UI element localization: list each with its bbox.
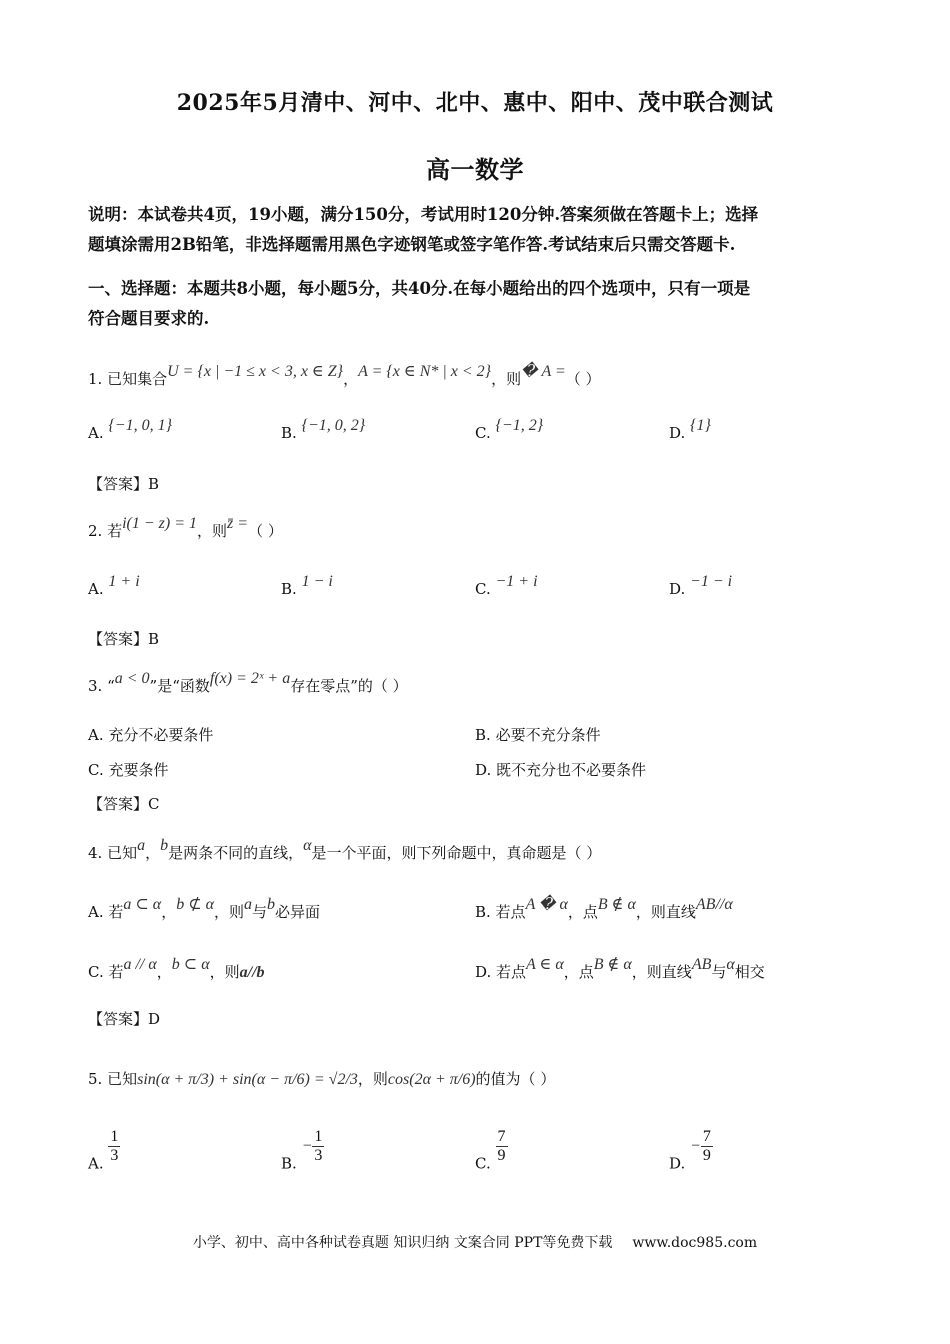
question-1-prefix: 1. 已知集合 [88, 370, 168, 388]
question-5-prefix: 5. 已知 [88, 1070, 138, 1088]
option-value: 必要不充分条件 [495, 726, 601, 744]
option-label: A. [88, 424, 104, 442]
option-text: 相交 [734, 963, 765, 981]
question-1-option-b[interactable] [281, 417, 366, 443]
option-label: B. [475, 726, 491, 744]
option-value: 充要条件 [108, 761, 169, 779]
exam-title: 2025年5月清中、河中、北中、惠中、阳中、茂中联合测试 [176, 90, 774, 116]
option-sign: − [301, 1137, 313, 1155]
question-3-prefix: 3. “ [88, 677, 115, 695]
question-3-option-a[interactable] [88, 724, 213, 745]
option-label: B. 若点 [475, 903, 526, 921]
question-4-sep: ， [145, 844, 161, 862]
section-1-line-2: 符合题目要求的. [88, 309, 210, 328]
fraction-denominator: 3 [314, 1147, 323, 1164]
question-4-line-b: b [160, 837, 169, 854]
option-text: ，点 [563, 963, 594, 981]
option-label: C. [88, 761, 104, 779]
option-text: ，点 [567, 903, 598, 921]
question-2 [88, 515, 283, 541]
question-3-mid: ”是“函数 [149, 677, 210, 695]
option-value: 充分不必要条件 [108, 726, 214, 744]
option-math: a//b [239, 964, 265, 981]
option-label: D. [669, 1154, 686, 1173]
fraction-numerator: 1 [110, 1128, 119, 1145]
question-4-option-c[interactable] [88, 956, 265, 982]
option-text: ，则直线 [631, 963, 692, 981]
question-3-condition: a < 0 [114, 670, 150, 687]
option-text: 与 [711, 963, 727, 981]
question-2-suffix: ，则 [197, 522, 228, 540]
option-label: B. [281, 580, 297, 598]
question-5-expression: cos(2α + π/6) [387, 1071, 476, 1088]
option-value: {−1, 2} [495, 417, 544, 434]
question-2-answer: 【答案】B [88, 630, 160, 648]
option-text: ，则 [214, 903, 245, 921]
question-2-prefix: 2. 若 [88, 522, 123, 540]
page-footer [0, 1232, 950, 1252]
option-text: ，则直线 [635, 903, 696, 921]
question-5-equation: sin(α + π/3) + sin(α − π/6) = √2/3 [137, 1071, 358, 1088]
question-4-suffix: 是一个平面，则下列命题中，真命题是（ ） [311, 844, 602, 862]
option-math: b ⊄ α [176, 896, 215, 913]
question-1-sep: ， [343, 370, 359, 388]
fraction-numerator: 1 [314, 1128, 323, 1145]
option-label: C. 若 [88, 963, 124, 981]
option-math: B ∉ α [593, 956, 632, 973]
option-text: 必异面 [275, 903, 321, 921]
question-3-function: f(x) = 2ˣ + a [209, 670, 291, 687]
section-1-heading [88, 274, 868, 334]
option-math: AB [691, 956, 712, 973]
option-text: ， [156, 963, 172, 981]
question-5-option-a[interactable] [88, 1128, 120, 1173]
option-label: C. [475, 1154, 491, 1173]
instructions-line-2: 题填涂需用2B铅笔，非选择题需用黑色字迹钢笔或签字笔作答.考试结束后只需交答题卡. [88, 235, 736, 254]
question-4-answer: 【答案】D [88, 1010, 161, 1028]
fraction-denominator: 9 [497, 1147, 506, 1164]
question-1 [88, 363, 601, 389]
fraction-numerator: 7 [497, 1128, 506, 1145]
question-1-option-a[interactable] [88, 417, 172, 443]
option-math: A � α [525, 896, 568, 913]
question-4-mid: 是两条不同的直线， [168, 844, 304, 862]
question-1-paren: （ ） [565, 370, 601, 388]
question-2-paren: （ ） [248, 522, 283, 540]
option-label: C. [475, 424, 491, 442]
option-label: A. [88, 726, 104, 744]
question-1-set-u: U = {x | −1 ≤ x < 3, x ∈ Z} [167, 363, 344, 380]
option-value: −1 + i [495, 573, 538, 590]
option-value: 既不充分也不必要条件 [496, 761, 647, 779]
question-5-suffix: 的值为（ ） [475, 1070, 556, 1088]
question-2-option-c[interactable] [475, 573, 538, 599]
question-5-option-b[interactable] [281, 1128, 324, 1173]
question-5 [88, 1068, 555, 1089]
option-value: 1 + i [108, 573, 140, 590]
option-math: a ⊂ α [123, 896, 162, 913]
option-math: α [726, 956, 735, 973]
option-label: D. 若点 [475, 963, 527, 981]
option-text: ，则 [209, 963, 240, 981]
question-4-line-a: a [137, 837, 146, 854]
question-4-option-d[interactable] [475, 956, 765, 982]
option-fraction [108, 1128, 120, 1165]
question-2-option-a[interactable] [88, 573, 140, 599]
option-math: b [267, 896, 276, 913]
option-label: A. [88, 1154, 104, 1173]
option-label: C. [475, 580, 491, 598]
question-3-option-b[interactable] [475, 724, 601, 745]
fraction-denominator: 3 [110, 1147, 119, 1164]
option-fraction [312, 1128, 324, 1165]
footer-text: 小学、初中、高中各种试卷真题 知识归纳 文案合同 PPT等免费下载 [192, 1235, 613, 1251]
question-4-option-a[interactable] [88, 896, 321, 922]
question-1-complement: � A = [521, 363, 566, 380]
question-3-answer: 【答案】C [88, 795, 160, 813]
option-sign: − [690, 1137, 701, 1155]
option-math: a // α [123, 956, 157, 973]
question-4 [88, 837, 602, 863]
option-label: A. 若 [88, 903, 124, 921]
section-1-line-1: 一、选择题：本题共8小题，每小题5分，共40分.在每小题给出的四个选项中，只有一项是 [88, 279, 751, 298]
option-math: B ∉ α [597, 896, 636, 913]
question-3-option-d[interactable] [475, 759, 646, 780]
question-3-suffix: 存在零点”的（ ） [290, 677, 408, 695]
question-2-equation: i(1 − z) = 1 [122, 515, 198, 532]
instructions-line-1: 说明：本试卷共4页，19小题，满分150分，考试用时120分钟.答案须做在答题卡上；选择 [88, 205, 759, 224]
question-1-option-d[interactable] [669, 417, 711, 443]
option-text: 与 [252, 903, 268, 921]
question-2-conjugate: z̄ = [227, 515, 249, 532]
option-math: b ⊂ α [171, 956, 210, 973]
instructions [88, 200, 868, 260]
option-math: a [244, 896, 253, 913]
question-5-mid: ，则 [357, 1070, 388, 1088]
option-label: A. [88, 580, 104, 598]
question-5-option-d[interactable] [669, 1128, 713, 1173]
option-fraction [496, 1128, 508, 1165]
question-1-answer: 【答案】B [88, 475, 160, 493]
question-5-option-c[interactable] [475, 1128, 508, 1173]
footer-website-link[interactable]: www.doc985.com [632, 1235, 758, 1251]
question-4-plane: α [303, 837, 312, 854]
question-1-suffix: ，则 [491, 370, 522, 388]
option-value: 1 − i [301, 573, 333, 590]
option-value: {−1, 0, 2} [301, 417, 366, 434]
question-2-option-d[interactable] [669, 573, 733, 599]
option-label: D. [669, 424, 686, 442]
question-4-option-b[interactable] [475, 896, 733, 922]
option-math: A ∈ α [526, 956, 564, 973]
option-math: AB//α [695, 896, 733, 913]
question-1-set-a: A = {x ∈ N* | x < 2} [358, 363, 492, 380]
fraction-numerator: 7 [702, 1128, 711, 1145]
question-2-option-b[interactable] [281, 573, 333, 599]
question-1-option-c[interactable] [475, 417, 544, 443]
option-value: −1 − i [690, 573, 733, 590]
option-fraction [701, 1128, 713, 1165]
option-label: B. [281, 424, 297, 442]
option-label: D. [475, 761, 492, 779]
option-value: {1} [690, 417, 711, 434]
option-label: D. [669, 580, 686, 598]
option-text: ， [161, 903, 177, 921]
option-label: B. [281, 1154, 297, 1173]
question-3-option-c[interactable] [88, 759, 169, 780]
question-3 [88, 670, 408, 696]
exam-subject: 高一数学 [426, 155, 524, 184]
fraction-denominator: 9 [702, 1147, 711, 1164]
option-value: {−1, 0, 1} [108, 417, 172, 434]
question-4-prefix: 4. 已知 [88, 844, 138, 862]
